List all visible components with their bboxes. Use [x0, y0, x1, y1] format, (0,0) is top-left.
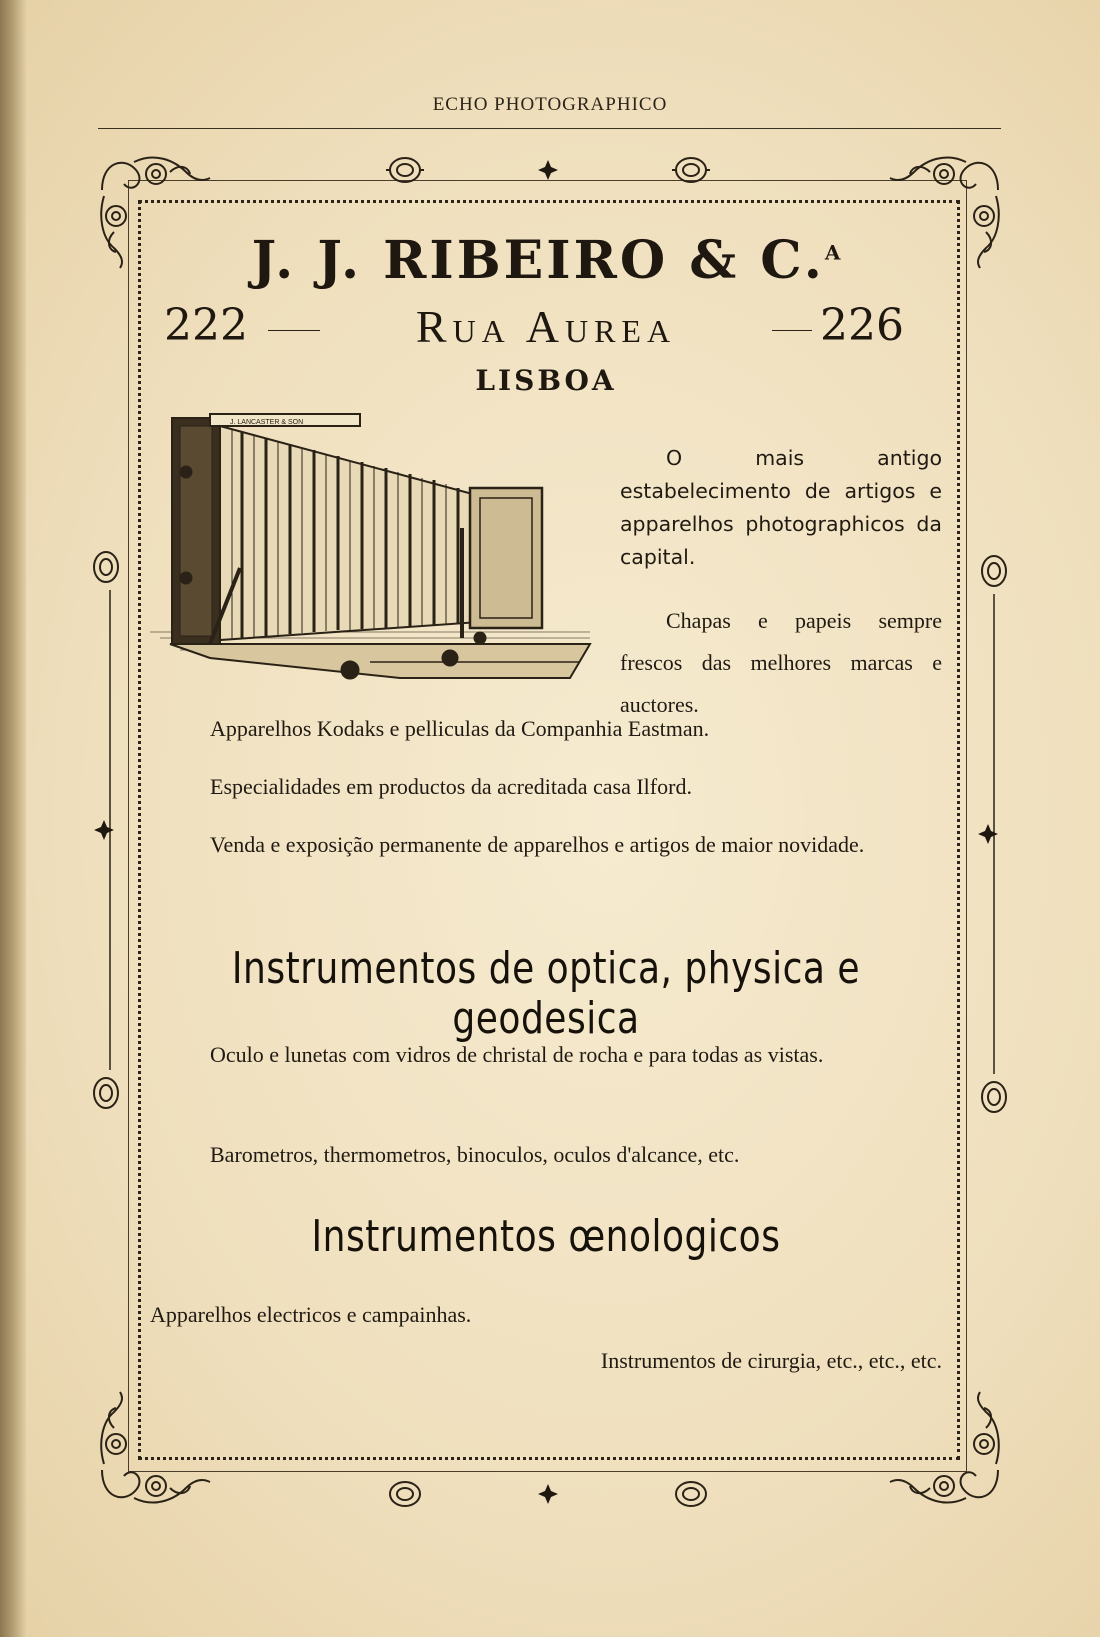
address-number-right: 226	[820, 300, 904, 351]
bellows-camera-illustration	[150, 408, 610, 708]
address-line	[150, 300, 942, 360]
svg-text:J. LANCASTER & SON: J. LANCASTER & SON	[230, 419, 304, 426]
diamond-star-ornament	[978, 824, 998, 844]
flourish-corner-ornament	[886, 1388, 1006, 1508]
kodaks-paragraph: Apparelhos Kodaks e pelliculas da Companhia Eastman.	[210, 716, 710, 741]
company-name: J. J. RIBEIRO & C.$^A$	[251, 230, 841, 291]
medallion-ornament	[672, 154, 710, 186]
medallion-ornament	[90, 1074, 122, 1112]
venda-paragraph: Venda e exposição permanente de apparelhos e artigos de maior novidade.	[210, 832, 865, 857]
intro-paragraph: O mais antigo estabelecimento de artigos e apparelhos photographicos da capital.	[620, 446, 942, 569]
electricos-paragraph: Apparelhos electricos e campainhas.	[150, 1302, 472, 1327]
medallion-ornament	[978, 1078, 1010, 1116]
book-spine-shadow	[0, 0, 26, 1637]
medallion-ornament	[978, 552, 1010, 590]
running-header: ECHO PHOTOGRAPHICO	[432, 94, 668, 115]
flourish-corner-ornament	[94, 1388, 214, 1508]
diamond-star-ornament	[94, 820, 114, 840]
address-rule-right	[772, 330, 812, 331]
oculo-paragraph: Oculo e lunetas com vidros de christal de rocha e para todas as vistas.	[210, 1042, 824, 1067]
optica-heading: Instrumentos de optica, physica e geodesica	[231, 944, 861, 1045]
address-rule-left	[268, 330, 320, 331]
address-street: Rua Aurea	[415, 301, 677, 352]
cirurgia-paragraph: Instrumentos de cirurgia, etc., etc., etc.	[600, 1348, 942, 1373]
city-name: LISBOA	[475, 364, 617, 397]
header-rule	[98, 128, 1001, 129]
address-number-left: 222	[164, 300, 248, 351]
barometros-paragraph: Barometros, thermometros, binoculos, oculos d'alcance, etc.	[210, 1142, 740, 1167]
ilford-paragraph: Especialidades em productos da acreditada casa Ilford.	[210, 774, 692, 799]
chapas-paragraph: Chapas e papeis sempre frescos das melhores marcas e auctores.	[620, 608, 942, 717]
medallion-ornament	[672, 1478, 710, 1510]
medallion-ornament	[386, 1478, 424, 1510]
diamond-star-ornament	[538, 1484, 558, 1504]
oenologicos-heading: Instrumentos œnologicos	[311, 1212, 781, 1263]
diamond-star-ornament	[538, 160, 558, 180]
medallion-ornament	[386, 154, 424, 186]
medallion-ornament	[90, 548, 122, 586]
